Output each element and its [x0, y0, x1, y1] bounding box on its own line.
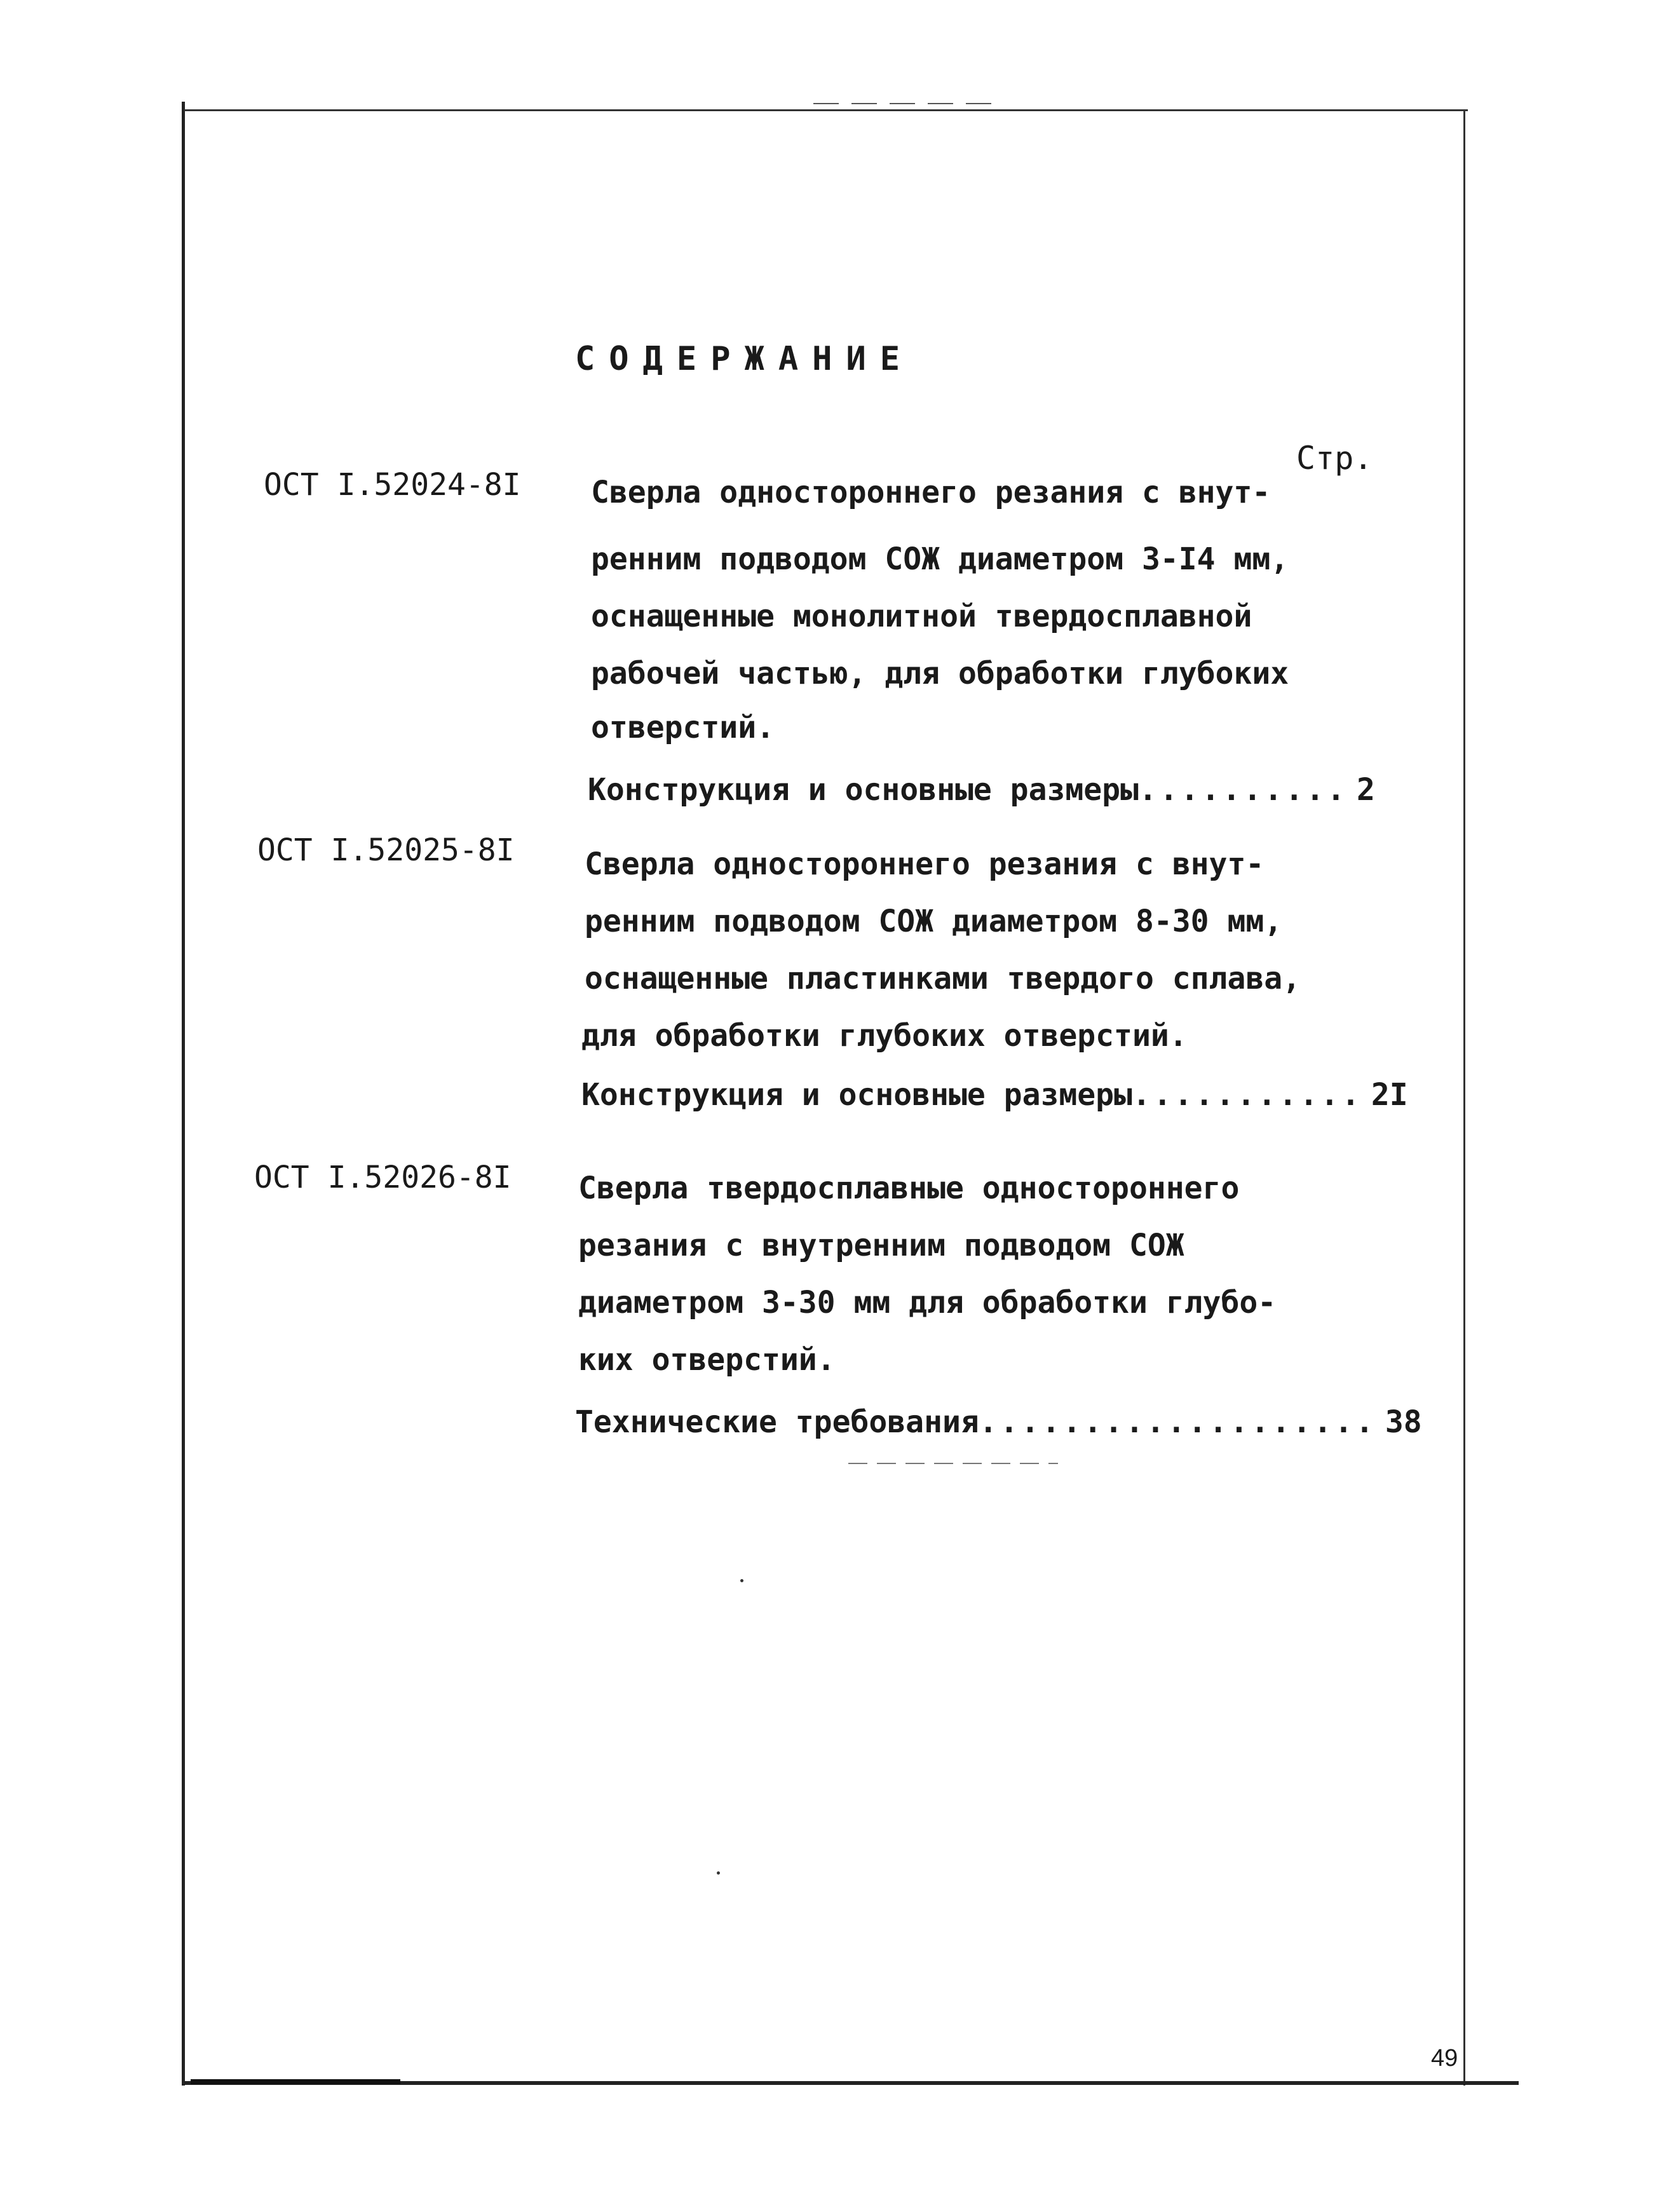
toc-section-row [575, 1404, 1422, 1440]
toc-section-label: Конструкция и основные размеры [581, 1077, 1132, 1113]
toc-section-label: Технические требования [575, 1404, 979, 1440]
leader-dots: .......... [1138, 772, 1348, 808]
entry-code: ОСТ I.52025-8I [257, 832, 515, 868]
page-number: 49 [1431, 2045, 1458, 2072]
entry-line: ких отверстий. [578, 1342, 836, 1378]
entry-line: Сверла твердосплавные одностороннего [578, 1170, 1240, 1206]
entry-line: рабочей частью, для обработки глубоких [591, 656, 1289, 691]
entry-line: Сверла одностороннего резания с внут- [591, 475, 1271, 510]
entry-line: оснащенные монолитной твердосплавной [591, 599, 1252, 634]
entry-line: отверстий. [591, 710, 775, 745]
scan-speck [717, 1871, 720, 1875]
entry-line: Сверла одностороннего резания с внут- [585, 846, 1265, 882]
entry-line: оснащенные пластинками твердого сплава, [585, 961, 1301, 996]
frame-top-border [184, 109, 1468, 111]
leader-dots: ........... [1132, 1077, 1362, 1113]
toc-section-row [588, 772, 1375, 808]
entry-code: ОСТ I.52024-8I [264, 467, 521, 503]
page-title: СОДЕРЖАНИЕ [575, 340, 914, 378]
page-column-label: Стр. [1296, 440, 1373, 477]
entry-line: ренним подводом СОЖ диаметром 3-I4 мм, [591, 541, 1289, 577]
entry-code: ОСТ I.52026-8I [254, 1160, 512, 1195]
toc-section-row [581, 1077, 1408, 1113]
entry-line: диаметром 3-30 мм для обработки глубо- [578, 1285, 1277, 1320]
top-dash-mark [813, 103, 1004, 104]
toc-page-number: 38 [1385, 1404, 1422, 1440]
decorative-dash [848, 1463, 1058, 1464]
scan-speck [740, 1579, 743, 1582]
entry-line: ренним подводом СОЖ диаметром 8-30 мм, [585, 904, 1283, 939]
toc-page-number: 2 [1356, 772, 1375, 808]
toc-page-number: 2I [1371, 1077, 1408, 1113]
frame-right-border [1463, 109, 1465, 2086]
frame-left-border [182, 102, 185, 2086]
frame-bottom-mark [191, 2079, 400, 2084]
entry-line: резания с внутренним подводом СОЖ [578, 1228, 1184, 1263]
entry-line: для обработки глубоких отверстий. [581, 1018, 1188, 1054]
toc-section-label: Конструкция и основные размеры [588, 772, 1139, 808]
leader-dots: ................... [979, 1404, 1376, 1440]
